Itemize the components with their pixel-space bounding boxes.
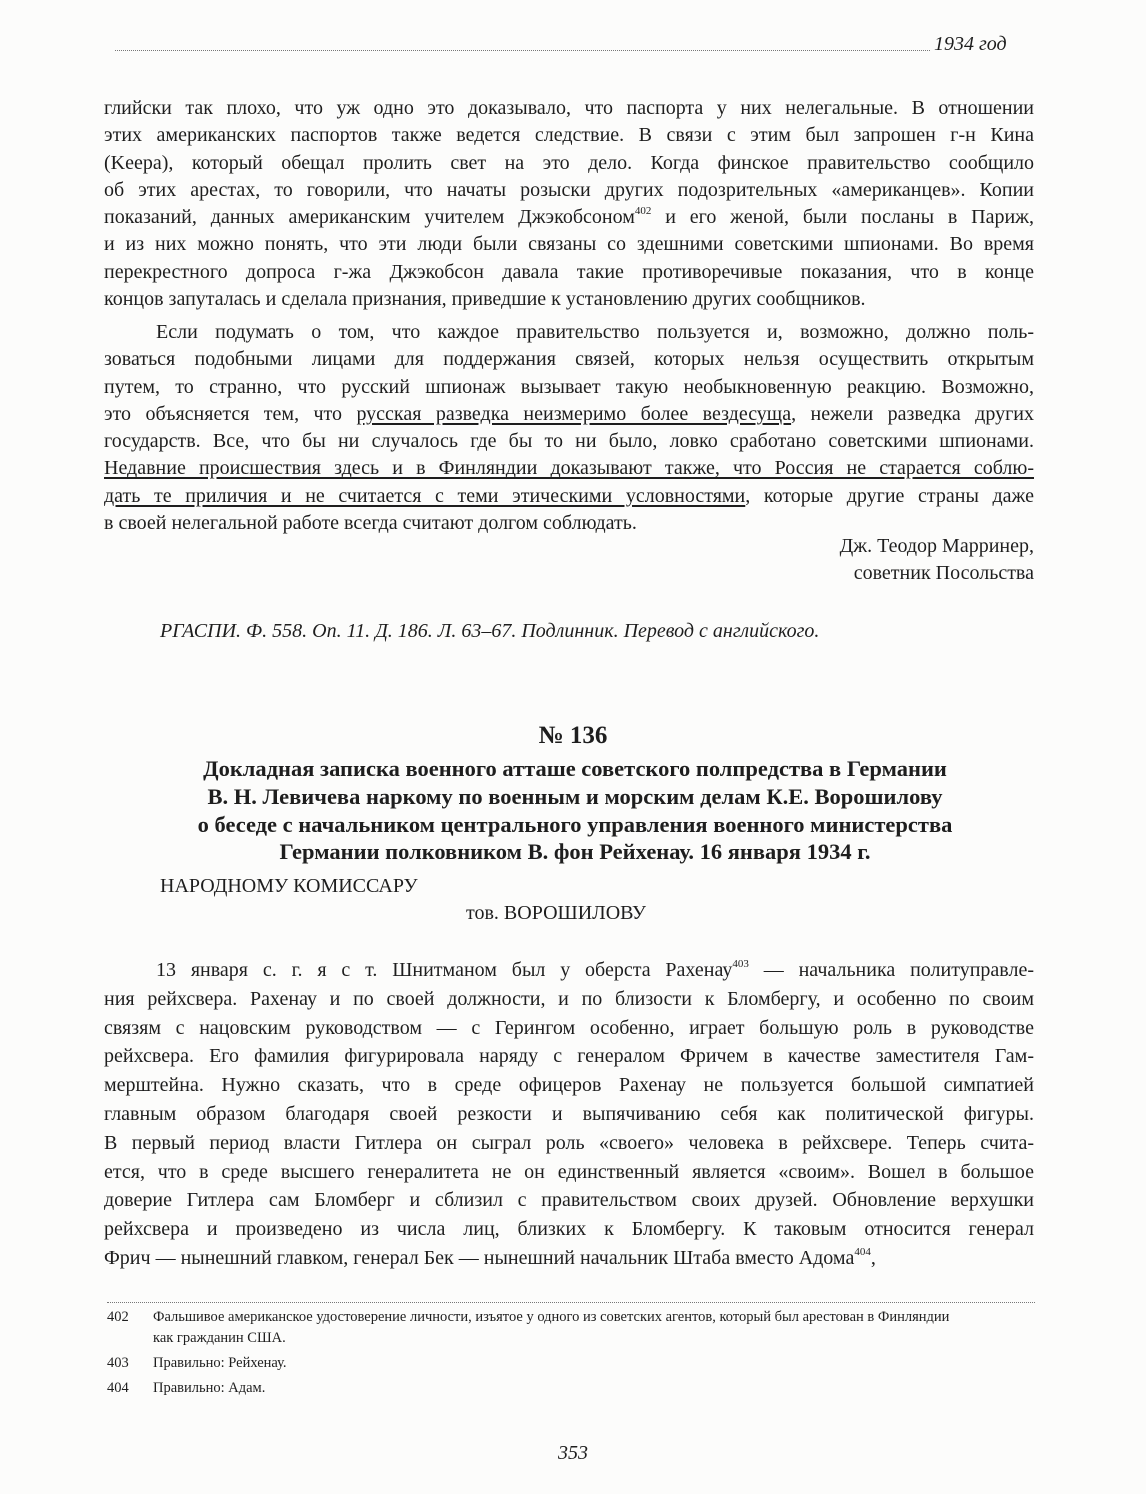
underlined-text: дать те приличия и не считается с теми этическими условностями xyxy=(104,484,746,507)
text-line xyxy=(104,150,1034,177)
text-line xyxy=(104,455,1034,482)
text-segment: рейхсвера и произведено из числа лиц, близких к Бломбергу. К таковым относится генерал xyxy=(104,1218,1034,1241)
text-line xyxy=(104,1042,1034,1071)
text-segment: и его женой, были посланы в Париж, xyxy=(651,206,1034,229)
text-line xyxy=(104,319,1034,346)
text-line xyxy=(104,1129,1034,1158)
paragraph-1 xyxy=(104,95,1034,313)
text-line xyxy=(104,1071,1034,1100)
text-line xyxy=(104,401,1034,428)
text-line xyxy=(104,956,1034,985)
text-segment: государств. Все, что бы ни случалось где бы то ни было, ловко сработано советскими шпионами. xyxy=(104,430,1034,453)
text-line xyxy=(104,374,1034,401)
text-line xyxy=(104,286,1034,313)
text-segment: ния рейхсвера. Рахенау и по своей должности, и по близости к Бломбергу, и особенно по своим xyxy=(104,987,1034,1010)
text-segment: доверие Гитлера сам Бломберг и сблизил с правительством своих друзей. Обновление верхушки xyxy=(104,1189,1034,1212)
text-segment: путем, то странно, что русский шпионаж вызывает такую необыкновенную реакцию. Возможно, xyxy=(104,375,1034,398)
text-segment: перекрестного допроса г-жа Джэкобсон давала такие противоречивые показания, что в конце xyxy=(104,260,1034,283)
text-line xyxy=(104,1100,1034,1129)
text-line xyxy=(104,985,1034,1014)
running-head: 1934 год xyxy=(934,33,1007,55)
text-segment: показаний, данных американским учителем Джэкобсоном xyxy=(104,206,635,229)
page-number: 353 xyxy=(558,1442,588,1464)
text-segment: глийски так плохо, что уж одно это доказывало, что паспорта у них нелегальные. В отношении xyxy=(104,97,1034,119)
text-segment: , xyxy=(870,1246,876,1269)
text-segment: об этих арестах, то говорили, что начаты розыски других подозрительных «американцев». Копии xyxy=(104,178,1034,201)
text-segment: в своей нелегальной работе всегда считают долгом соблюдать. xyxy=(104,512,637,535)
footnote-reference: 404 xyxy=(854,1245,871,1258)
title-line: о беседе с начальником центрального управления военного министерства xyxy=(197,811,953,837)
text-segment: В первый период власти Гитлера он сыграл роль «своего» человека в рейхсвере. Теперь счита- xyxy=(104,1131,1034,1154)
footnote-text: Правильно: Адам. xyxy=(153,1380,266,1396)
text-line xyxy=(104,259,1034,286)
text-line xyxy=(104,510,1034,537)
text-segment: связям с нацовским руководством — с Герингом особенно, играет большую роль в руководстве xyxy=(104,1016,1034,1039)
footnote-number: 404 xyxy=(107,1380,129,1396)
signature-name: Дж. Теодор Марринер, xyxy=(839,535,1034,557)
text-line xyxy=(104,1244,1034,1273)
document-number: № 136 xyxy=(538,722,608,749)
footnote-text: как гражданин США. xyxy=(153,1330,286,1346)
footnote-403 xyxy=(107,1355,1037,1372)
signature-position: советник Посольства xyxy=(853,562,1034,584)
addressee-line-1: НАРОДНОМУ КОМИССАРУ xyxy=(160,875,418,897)
text-segment: (Keepa), который обещал пролить свет на это дело. Когда финское правительство сообщило xyxy=(104,151,1034,174)
footnote-number: 403 xyxy=(107,1355,129,1371)
title-line: Докладная записка военного атташе советского полпредства в Германии xyxy=(203,756,947,781)
archive-source: РГАСПИ. Ф. 558. Оп. 11. Д. 186. Л. 63–67. Подлинник. Перевод с английского. xyxy=(160,620,820,642)
footnote-404 xyxy=(107,1380,1037,1397)
text-segment: 13 января с. г. я с т. Шнитманом был у оберста Рахенау xyxy=(156,959,733,981)
text-line xyxy=(104,204,1034,231)
text-segment: мерштейна. Нужно сказать, что в среде офицеров Рахенау не пользуется большой симпатией xyxy=(104,1074,1034,1097)
underlined-text: Недавние происшествия здесь и в Финляндии доказывают также, что Россия не старается соблю- xyxy=(104,457,1034,480)
text-segment: зоваться подобными лицами для поддержания связей, которых нельзя осуществить открытым xyxy=(104,348,1034,371)
title-line: Германии полковником В. фон Рейхенау. 16 января 1934 г. xyxy=(279,839,871,865)
header-rule xyxy=(115,50,930,51)
text-line xyxy=(104,1014,1034,1043)
text-line xyxy=(104,177,1034,204)
text-line xyxy=(104,1158,1034,1187)
text-segment: ется, что в среде высшего генералитета не он единственный является «своим». Вошел в большое xyxy=(104,1160,1034,1183)
paragraph-2 xyxy=(104,319,1034,537)
text-line xyxy=(104,483,1034,510)
text-line xyxy=(104,122,1034,149)
text-line xyxy=(104,1215,1034,1244)
text-segment: рейхсвера. Его фамилия фигурировала наряду с генералом Фричем в качестве заместителя Гам- xyxy=(104,1045,1034,1068)
text-line xyxy=(104,231,1034,258)
footnote-rule xyxy=(107,1302,1035,1303)
footnote-number: 402 xyxy=(107,1309,129,1325)
footnote-reference: 402 xyxy=(634,205,652,218)
text-segment: и из них можно понять, что эти люди были связаны со здешними советскими шпионами. Во время xyxy=(104,233,1034,256)
footnote-402 xyxy=(107,1309,1037,1347)
text-segment: , нежели разведка других xyxy=(791,402,1035,425)
underlined-text: русская разведка неизмеримо более вездесуща xyxy=(356,402,792,425)
document-title xyxy=(110,755,1040,866)
text-segment: концов запуталась и сделала признания, приведшие к установлению других сообщников. xyxy=(104,288,866,311)
text-line xyxy=(104,1186,1034,1215)
addressee-line-2: тов. ВОРОШИЛОВУ xyxy=(466,902,647,924)
footnote-text: Фальшивое американское удостоверение личности, изъятое у одного из советских агентов, который был арестован в Финляндии xyxy=(153,1309,950,1325)
footnote-reference: 403 xyxy=(732,958,749,970)
text-segment: это объясняется тем, что xyxy=(104,402,357,425)
body-paragraph xyxy=(104,956,1034,1273)
text-segment: этих американских паспортов также ведется следствие. В связи с этим был запрошен г-н Кина xyxy=(104,124,1034,147)
text-segment: Если подумать о том, что каждое правительство пользуется и, возможно, должно поль- xyxy=(156,321,1034,343)
text-segment: — начальника политуправле- xyxy=(748,959,1034,981)
text-line xyxy=(104,428,1034,455)
text-segment: , которые другие страны даже xyxy=(745,484,1034,507)
text-line xyxy=(104,346,1034,373)
text-segment: главным образом благодаря своей резкости и выпячиванию себя как политической фигуры. xyxy=(104,1102,1034,1125)
title-line: В. Н. Левичева наркому по военным и морским делам К.Е. Ворошилову xyxy=(207,783,943,809)
text-line xyxy=(104,95,1034,122)
footnote-text: Правильно: Рейхенау. xyxy=(153,1355,287,1371)
text-segment: Фрич — нынешний главком, генерал Бек — нынешний начальник Штаба вместо Адома xyxy=(104,1246,855,1269)
